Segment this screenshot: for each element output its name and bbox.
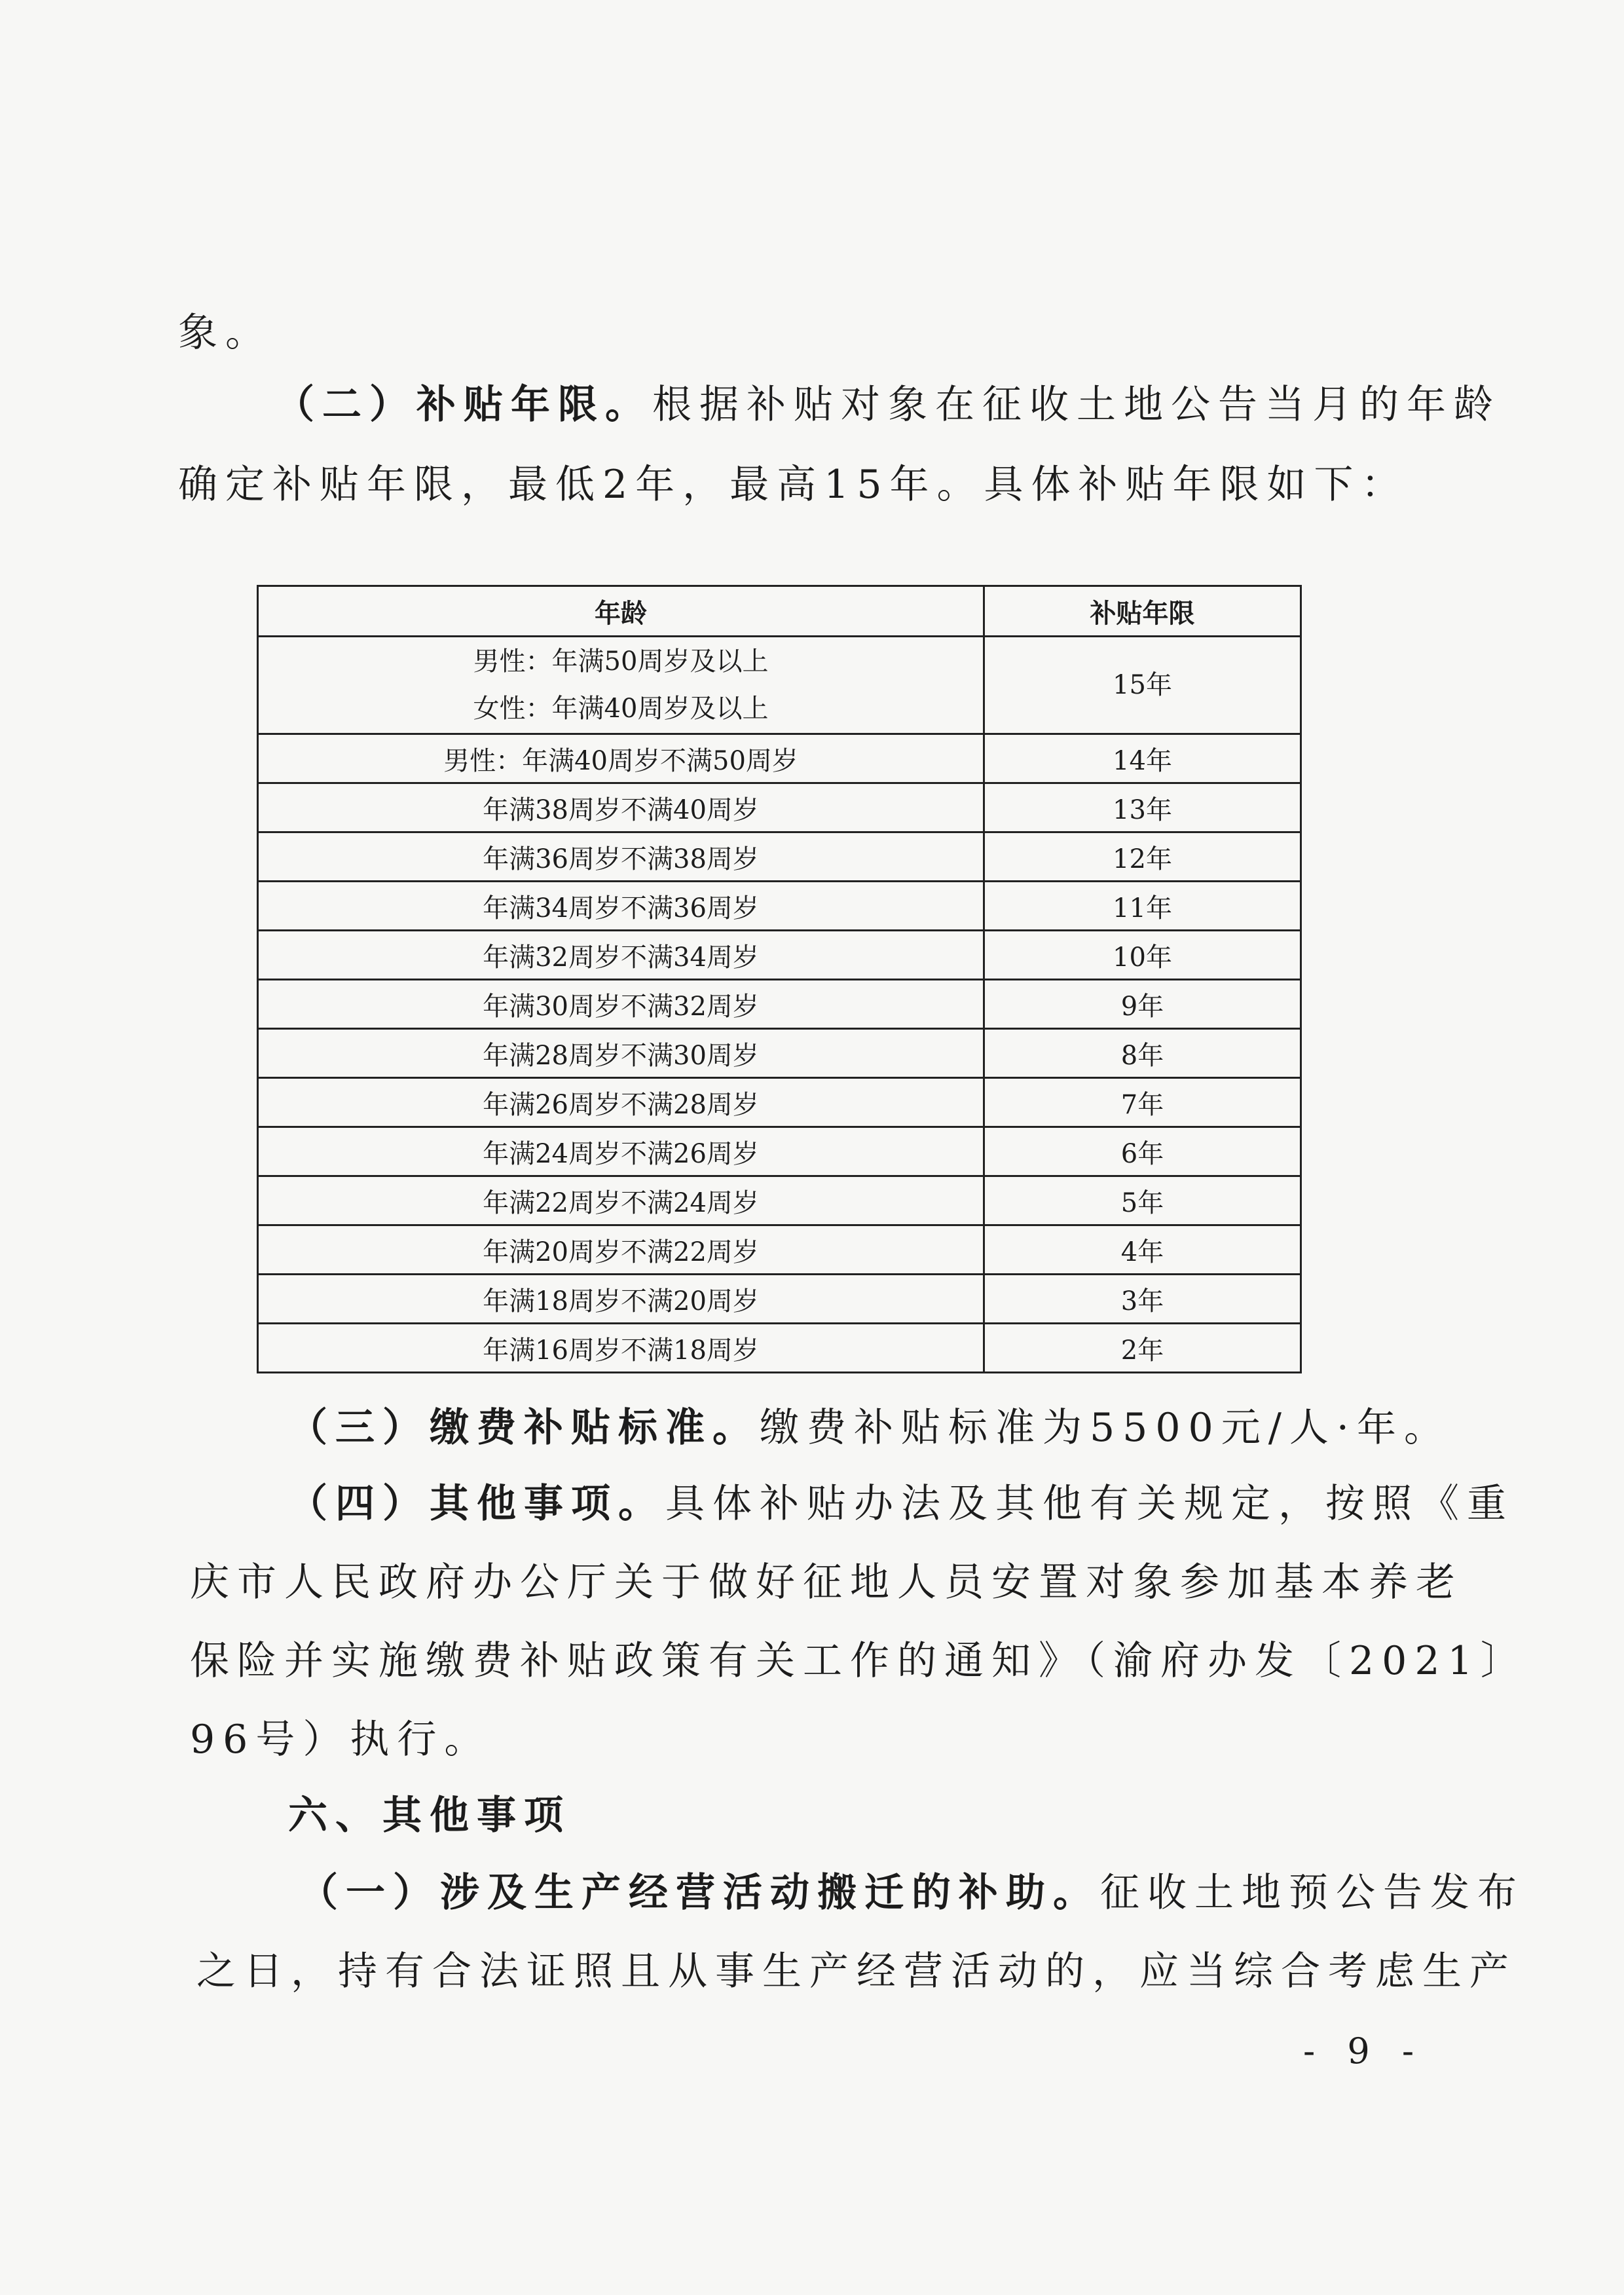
table-row <box>258 734 1301 783</box>
table-row <box>258 783 1301 832</box>
text: 征收土地预公告发布 <box>1100 1870 1524 1916</box>
years-cell: 4年 <box>984 1225 1301 1275</box>
paragraph-relocation <box>299 1867 1524 1919</box>
paragraph-subsidy-years-line2 <box>178 458 1409 511</box>
text: 六、其他事项 <box>288 1793 571 1838</box>
age-cell: 年满20周岁不满22周岁 <box>258 1225 984 1275</box>
years-cell: 6年 <box>984 1127 1301 1176</box>
table-row <box>258 931 1301 980</box>
age-cell: 年满22周岁不满24周岁 <box>258 1176 984 1225</box>
years-cell: 7年 <box>984 1078 1301 1127</box>
table-row <box>258 1275 1301 1324</box>
subsection-heading: （三）缴费补贴标准。 <box>288 1405 760 1451</box>
text: 庆市人民政府办公厅关于做好征地人员安置对象参加基本养老 <box>190 1559 1463 1605</box>
age-cell: 年满18周岁不满20周岁 <box>258 1275 984 1324</box>
header-age: 年龄 <box>258 586 984 637</box>
text: 象。 <box>178 310 272 356</box>
years-cell: 14年 <box>984 734 1301 783</box>
table-row <box>258 1078 1301 1127</box>
years-cell: 13年 <box>984 783 1301 832</box>
age-cell: 年满28周岁不满30周岁 <box>258 1029 984 1078</box>
paragraph-payment-standard <box>288 1402 1451 1454</box>
text: 具体补贴办法及其他有关规定，按照《重 <box>665 1481 1514 1527</box>
subsidy-years-table <box>257 585 1302 1373</box>
years-cell: 8年 <box>984 1029 1301 1078</box>
years-cell: 12年 <box>984 832 1301 882</box>
table-row <box>258 1127 1301 1176</box>
age-cell: 年满34周岁不满36周岁 <box>258 882 984 931</box>
text: 之日，持有合法证照且从事生产经营活动的，应当综合考虑生产 <box>196 1949 1517 1994</box>
subsection-heading: （四）其他事项。 <box>288 1481 665 1527</box>
table-row <box>258 637 1301 734</box>
age-cell: 年满26周岁不满28周岁 <box>258 1078 984 1127</box>
page-number: - 9 - <box>1303 2030 1425 2072</box>
text: 确定补贴年限，最低2年，最高15年。具体补贴年限如下： <box>178 462 1409 508</box>
table-header-row <box>258 586 1301 637</box>
years-cell: 5年 <box>984 1176 1301 1225</box>
paragraph-other-matters <box>288 1478 1514 1530</box>
age-cell: 男性：年满40周岁不满50周岁 <box>258 734 984 783</box>
text: 缴费补贴标准为5500元/人·年。 <box>760 1405 1451 1451</box>
section-heading <box>288 1789 571 1842</box>
paragraph-other-matters-line2 <box>190 1556 1463 1609</box>
years-cell: 10年 <box>984 931 1301 980</box>
table-row <box>258 1176 1301 1225</box>
header-years: 补贴年限 <box>984 586 1301 637</box>
table-row <box>258 1029 1301 1078</box>
paragraph-relocation-line2 <box>196 1945 1517 1998</box>
text: 保险并实施缴费补贴政策有关工作的通知》（渝府办发〔2021〕 <box>190 1638 1528 1684</box>
table-row <box>258 1324 1301 1373</box>
age-cell: 年满16周岁不满18周岁 <box>258 1324 984 1373</box>
years-cell: 2年 <box>984 1324 1301 1373</box>
age-cell: 年满32周岁不满34周岁 <box>258 931 984 980</box>
text: 96号）执行。 <box>190 1717 492 1763</box>
age-cell: 年满38周岁不满40周岁 <box>258 783 984 832</box>
table-row <box>258 882 1301 931</box>
years-cell: 15年 <box>984 637 1301 734</box>
paragraph-other-matters-line4 <box>190 1713 491 1766</box>
subsection-heading: （二）补贴年限。 <box>275 382 652 428</box>
paragraph-continuation <box>178 307 272 359</box>
age-line: 女性：年满40周岁及以上 <box>473 694 769 724</box>
paragraph-other-matters-line3 <box>190 1635 1528 1687</box>
age-cell: 年满36周岁不满38周岁 <box>258 832 984 882</box>
table-row <box>258 832 1301 882</box>
subsection-heading: （一）涉及生产经营活动搬迁的补助。 <box>299 1870 1100 1916</box>
years-cell: 11年 <box>984 882 1301 931</box>
paragraph-subsidy-years <box>275 379 1501 431</box>
age-cell: 年满24周岁不满26周岁 <box>258 1127 984 1176</box>
age-cell <box>258 637 984 734</box>
table-row <box>258 980 1301 1029</box>
years-cell: 3年 <box>984 1275 1301 1324</box>
text: 根据补贴对象在征收土地公告当月的年龄 <box>652 382 1501 428</box>
age-cell: 年满30周岁不满32周岁 <box>258 980 984 1029</box>
age-line: 男性：年满50周岁及以上 <box>473 646 769 677</box>
years-cell: 9年 <box>984 980 1301 1029</box>
table-row <box>258 1225 1301 1275</box>
